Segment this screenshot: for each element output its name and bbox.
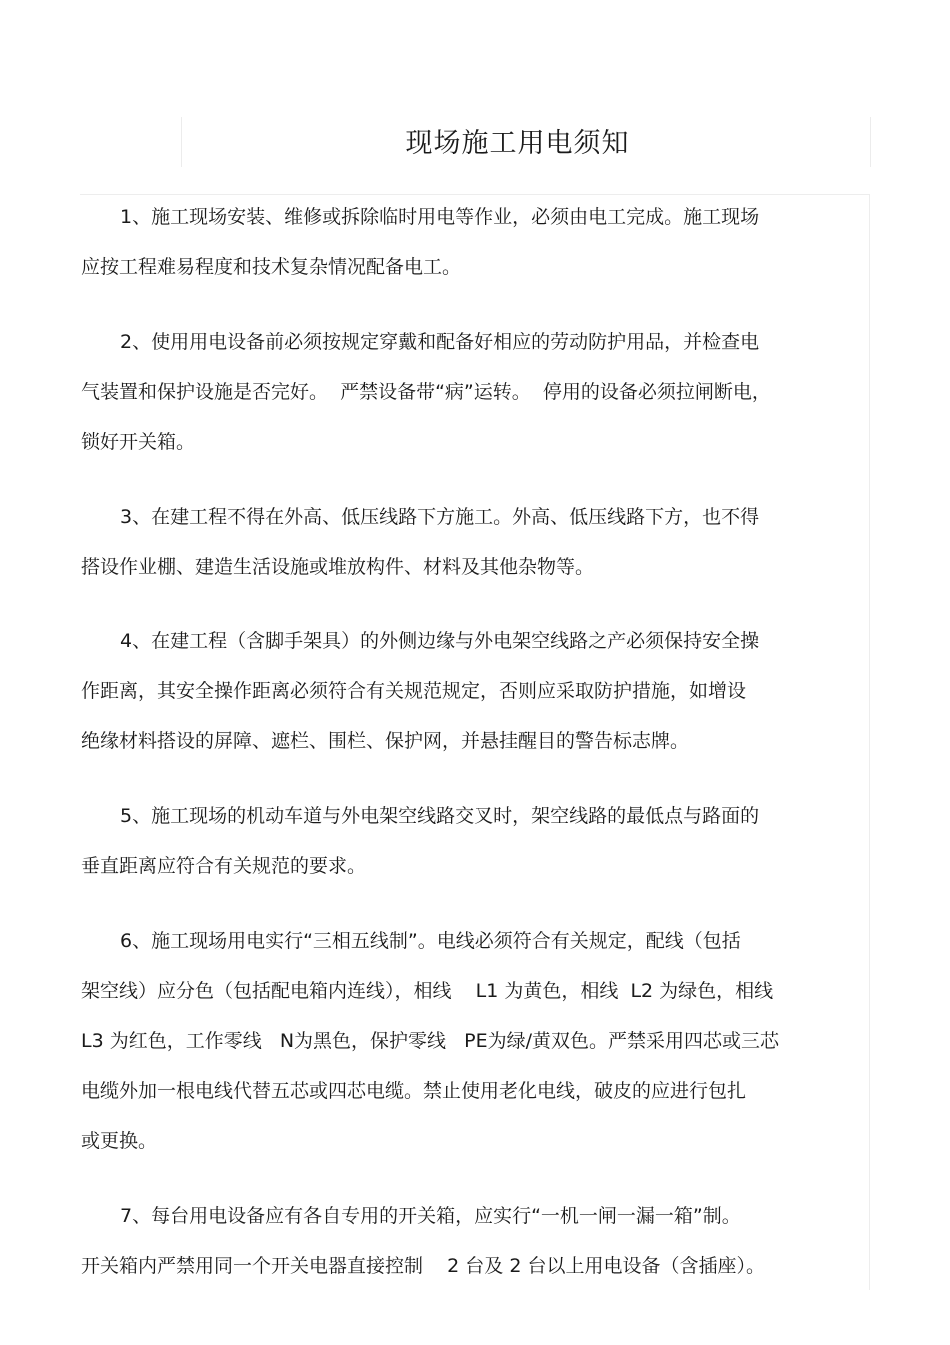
paragraph-line: L3 为红色，工作零线 N为黑色，保护零线 PE为绿/黄双色。严禁采用四芯或三芯	[81, 1030, 780, 1052]
paragraph-3	[81, 492, 759, 592]
paragraph-line: 7、每台用电设备应有各自专用的开关箱，应实行“一机一闸一漏一箱”制。	[120, 1205, 741, 1227]
paragraph-line: 或更换。	[81, 1130, 158, 1152]
paragraph-line: 绝缘材料搭设的屏障、遮栏、围栏、保护网，并悬挂醒目的警告标志牌。	[81, 730, 690, 752]
paragraph-line: 作距离，其安全操作距离必须符合有关规范规定，否则应采取防护措施，如增设	[81, 680, 747, 702]
paragraph-1	[81, 192, 759, 292]
paragraph-line: 4、在建工程（含脚手架具）的外侧边缘与外电架空线路之产必须保持安全操	[120, 630, 760, 652]
paragraph-line: 3、在建工程不得在外高、低压线路下方施工。外高、低压线路下方，也不得	[120, 506, 760, 528]
paragraph-7	[81, 1191, 765, 1291]
paragraph-line: 5、施工现场的机动车道与外电架空线路交叉时，架空线路的最低点与路面的	[120, 805, 760, 827]
paragraph-line: 架空线）应分色（包括配电箱内连线），相线 L1 为黄色，相线 L2 为绿色，相线	[81, 980, 774, 1002]
paragraph-line: 6、施工现场用电实行“三相五线制”。电线必须符合有关规定，配线（包括	[120, 930, 741, 952]
paragraph-line: 应按工程难易程度和技术复杂情况配备电工。	[81, 256, 462, 278]
paragraph-line: 搭设作业棚、建造生活设施或堆放构件、材料及其他杂物等。	[81, 556, 595, 578]
paragraph-4	[81, 616, 759, 766]
paragraph-line: 垂直距离应符合有关规范的要求。	[81, 855, 367, 877]
page-title: 现场施工用电须知	[405, 128, 630, 159]
paragraph-line: 2、使用用电设备前必须按规定穿戴和配备好相应的劳动防护用品，并检查电	[120, 331, 760, 353]
paragraph-line: 电缆外加一根电线代替五芯或四芯电缆。禁止使用老化电线，破皮的应进行包扎	[81, 1080, 747, 1102]
paragraph-line: 锁好开关箱。	[81, 431, 196, 453]
paragraph-6	[81, 916, 779, 1166]
paragraph-line: 开关箱内严禁用同一个开关电器直接控制 2 台及 2 台以上用电设备（含插座）。	[81, 1255, 765, 1277]
paragraph-line: 气装置和保护设施是否完好。 严禁设备带“病”运转。 停用的设备必须拉闸断电，	[81, 381, 771, 403]
paragraph-2	[81, 317, 771, 467]
paragraph-5	[81, 791, 759, 891]
paragraph-line: 1、施工现场安装、维修或拆除临时用电等作业，必须由电工完成。施工现场	[120, 206, 760, 228]
